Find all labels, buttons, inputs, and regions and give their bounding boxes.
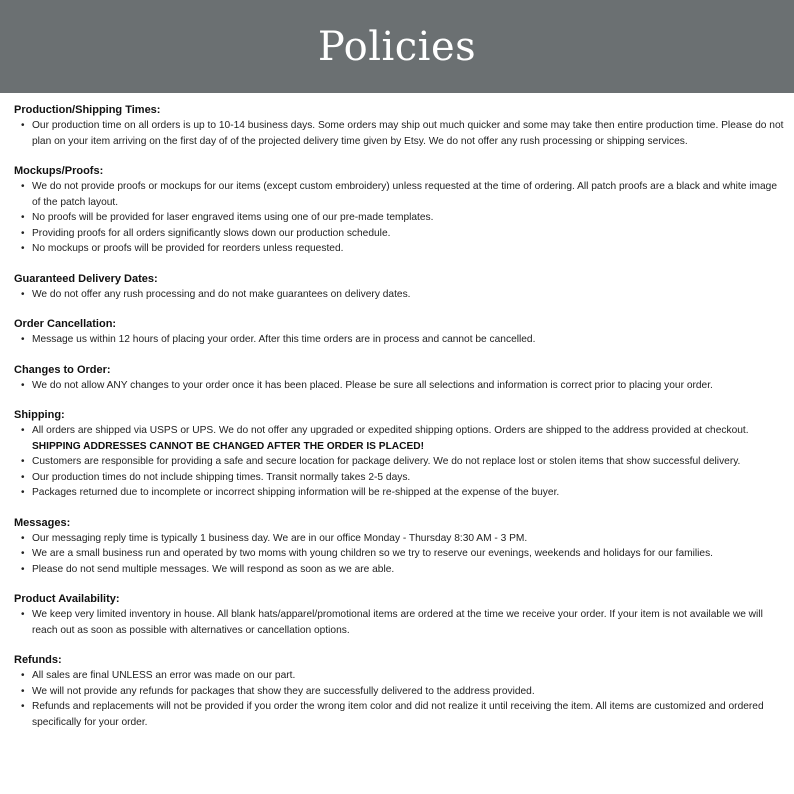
list-item-text: All orders are shipped via USPS or UPS. We do not offer any upgraded or expedited shipping options. Orders are shipped to the address provided at checkout. <box>32 425 749 436</box>
bullet-icon: • <box>21 548 25 559</box>
list-item <box>21 287 784 303</box>
policy-list <box>14 287 784 303</box>
bullet-icon: • <box>21 334 25 345</box>
bullet-icon: • <box>21 227 25 239</box>
list-item-text: Message us within 12 hours of placing your order. After this time orders are in process and cannot be cancelled. <box>32 334 536 345</box>
list-item-text: We will not provide any refunds for packages that show they are successfully delivered to the address provided. <box>32 685 535 697</box>
list-item <box>21 531 784 547</box>
policy-section <box>14 592 784 638</box>
list-item <box>21 546 784 562</box>
list-item-text: Our messaging reply time is typically 1 business day. We are in our office Monday - Thursday 8:30 AM - 3 PM. <box>32 532 528 544</box>
list-item <box>21 332 784 348</box>
bullet-icon: • <box>21 288 25 300</box>
policy-section <box>14 317 784 348</box>
bullet-icon: • <box>21 120 25 131</box>
list-item <box>21 226 784 242</box>
list-item-text: Our production times do not include shipping times. Transit normally takes 2-5 days. <box>32 471 411 483</box>
list-item-text: All sales are final UNLESS an error was made on our part. <box>32 670 296 681</box>
list-item <box>21 699 784 730</box>
list-item <box>21 684 784 700</box>
list-item-text: Providing proofs for all orders significantly slows down our production schedule. <box>32 227 391 239</box>
policy-list <box>14 668 784 730</box>
bullet-icon: • <box>21 471 25 483</box>
policy-section <box>14 653 784 730</box>
bullet-icon: • <box>21 243 25 254</box>
list-item <box>21 485 784 501</box>
list-item-text: We do not offer any rush processing and do not make guarantees on delivery dates. <box>32 288 411 300</box>
emphasis-text: SHIPPING ADDRESSES CANNOT BE CHANGED AFTER THE ORDER IS PLACED! <box>32 440 425 452</box>
section-heading: Production/Shipping Times: <box>14 104 161 116</box>
list-item-text: We do not allow ANY changes to your order once it has been placed. Please be sure all selections and information is correct prior to placing your order. <box>32 379 713 391</box>
policy-list <box>14 378 784 394</box>
list-item <box>21 668 784 684</box>
bullet-icon: • <box>21 379 25 391</box>
list-item-text: Our production time on all orders is up to 10-14 business days. Some orders may ship out much quicker and some may take then entire production time. Please do not plan on your item arriving on the first day of of the projected delivery time given by Etsy. We do not offer any rush processing or shipping services. <box>32 120 784 147</box>
bullet-icon: • <box>21 212 25 223</box>
policy-list <box>14 423 784 501</box>
policy-list <box>14 531 784 578</box>
section-heading: Product Availability: <box>14 593 120 605</box>
bullet-icon: • <box>21 181 25 192</box>
list-item <box>21 470 784 486</box>
section-heading: Guaranteed Delivery Dates: <box>14 272 158 285</box>
section-heading: Shipping: <box>14 409 65 421</box>
section-heading: Mockups/Proofs: <box>14 165 104 177</box>
bullet-icon: • <box>21 670 25 681</box>
list-item-text: We are a small business run and operated by two moms with young children so we try to reserve our evenings, weekends and holidays for our families. <box>32 548 714 559</box>
policy-list <box>14 118 784 149</box>
list-item-text: No mockups or proofs will be provided for reorders unless requested. <box>32 243 344 254</box>
section-heading: Changes to Order: <box>14 363 111 376</box>
bullet-icon: • <box>21 487 25 498</box>
policy-section <box>14 103 784 149</box>
policy-section <box>14 363 784 394</box>
list-item-text: We do not provide proofs or mockups for our items (except custom embroidery) unless requested at the time of ordering. All patch proofs are a black and white image of the patch layout. <box>32 181 777 208</box>
list-item <box>21 454 784 470</box>
policy-content <box>0 93 794 730</box>
section-heading: Refunds: <box>14 654 62 666</box>
section-heading: Messages: <box>14 516 71 529</box>
policy-section <box>14 164 784 257</box>
list-item <box>21 179 784 210</box>
list-item-text: We keep very limited inventory in house. All blank hats/apparel/promotional items are ordered at the time we receive your order. If your item is not available we will reach out as soon as possible with alternatives or cancellation options. <box>32 609 763 636</box>
policy-list <box>14 332 784 348</box>
policy-list <box>14 179 784 257</box>
list-item <box>21 241 784 257</box>
list-item-text: Packages returned due to incomplete or incorrect shipping information will be re-shipped at the expense of the buyer. <box>32 487 560 498</box>
list-item <box>21 210 784 226</box>
policy-section <box>14 272 784 303</box>
list-item <box>21 607 784 638</box>
bullet-icon: • <box>21 456 25 467</box>
list-item <box>21 118 784 149</box>
bullet-icon: • <box>21 425 25 436</box>
bullet-icon: • <box>21 609 25 620</box>
list-item <box>21 562 784 578</box>
policy-list <box>14 607 784 638</box>
policy-section <box>14 408 784 501</box>
list-item <box>21 423 784 454</box>
list-item-text: Please do not send multiple messages. We will respond as soon as we are able. <box>32 563 395 575</box>
bullet-icon: • <box>21 701 25 712</box>
header-banner <box>0 0 794 93</box>
bullet-icon: • <box>21 532 25 544</box>
list-item-text: Customers are responsible for providing a safe and secure location for package delivery. We do not replace lost or stolen items that show successful delivery. <box>32 456 741 467</box>
list-item <box>21 378 784 394</box>
section-heading: Order Cancellation: <box>14 318 117 330</box>
list-item-text: Refunds and replacements will not be provided if you order the wrong item color and did not realize it until receiving the item. All items are customized and ordered specifically for your order. <box>32 701 764 728</box>
bullet-icon: • <box>21 563 25 575</box>
list-item-text: No proofs will be provided for laser engraved items using one of our pre-made templates. <box>32 212 434 223</box>
bullet-icon: • <box>21 685 25 697</box>
policy-section <box>14 516 784 578</box>
page-title: Policies <box>317 23 477 70</box>
